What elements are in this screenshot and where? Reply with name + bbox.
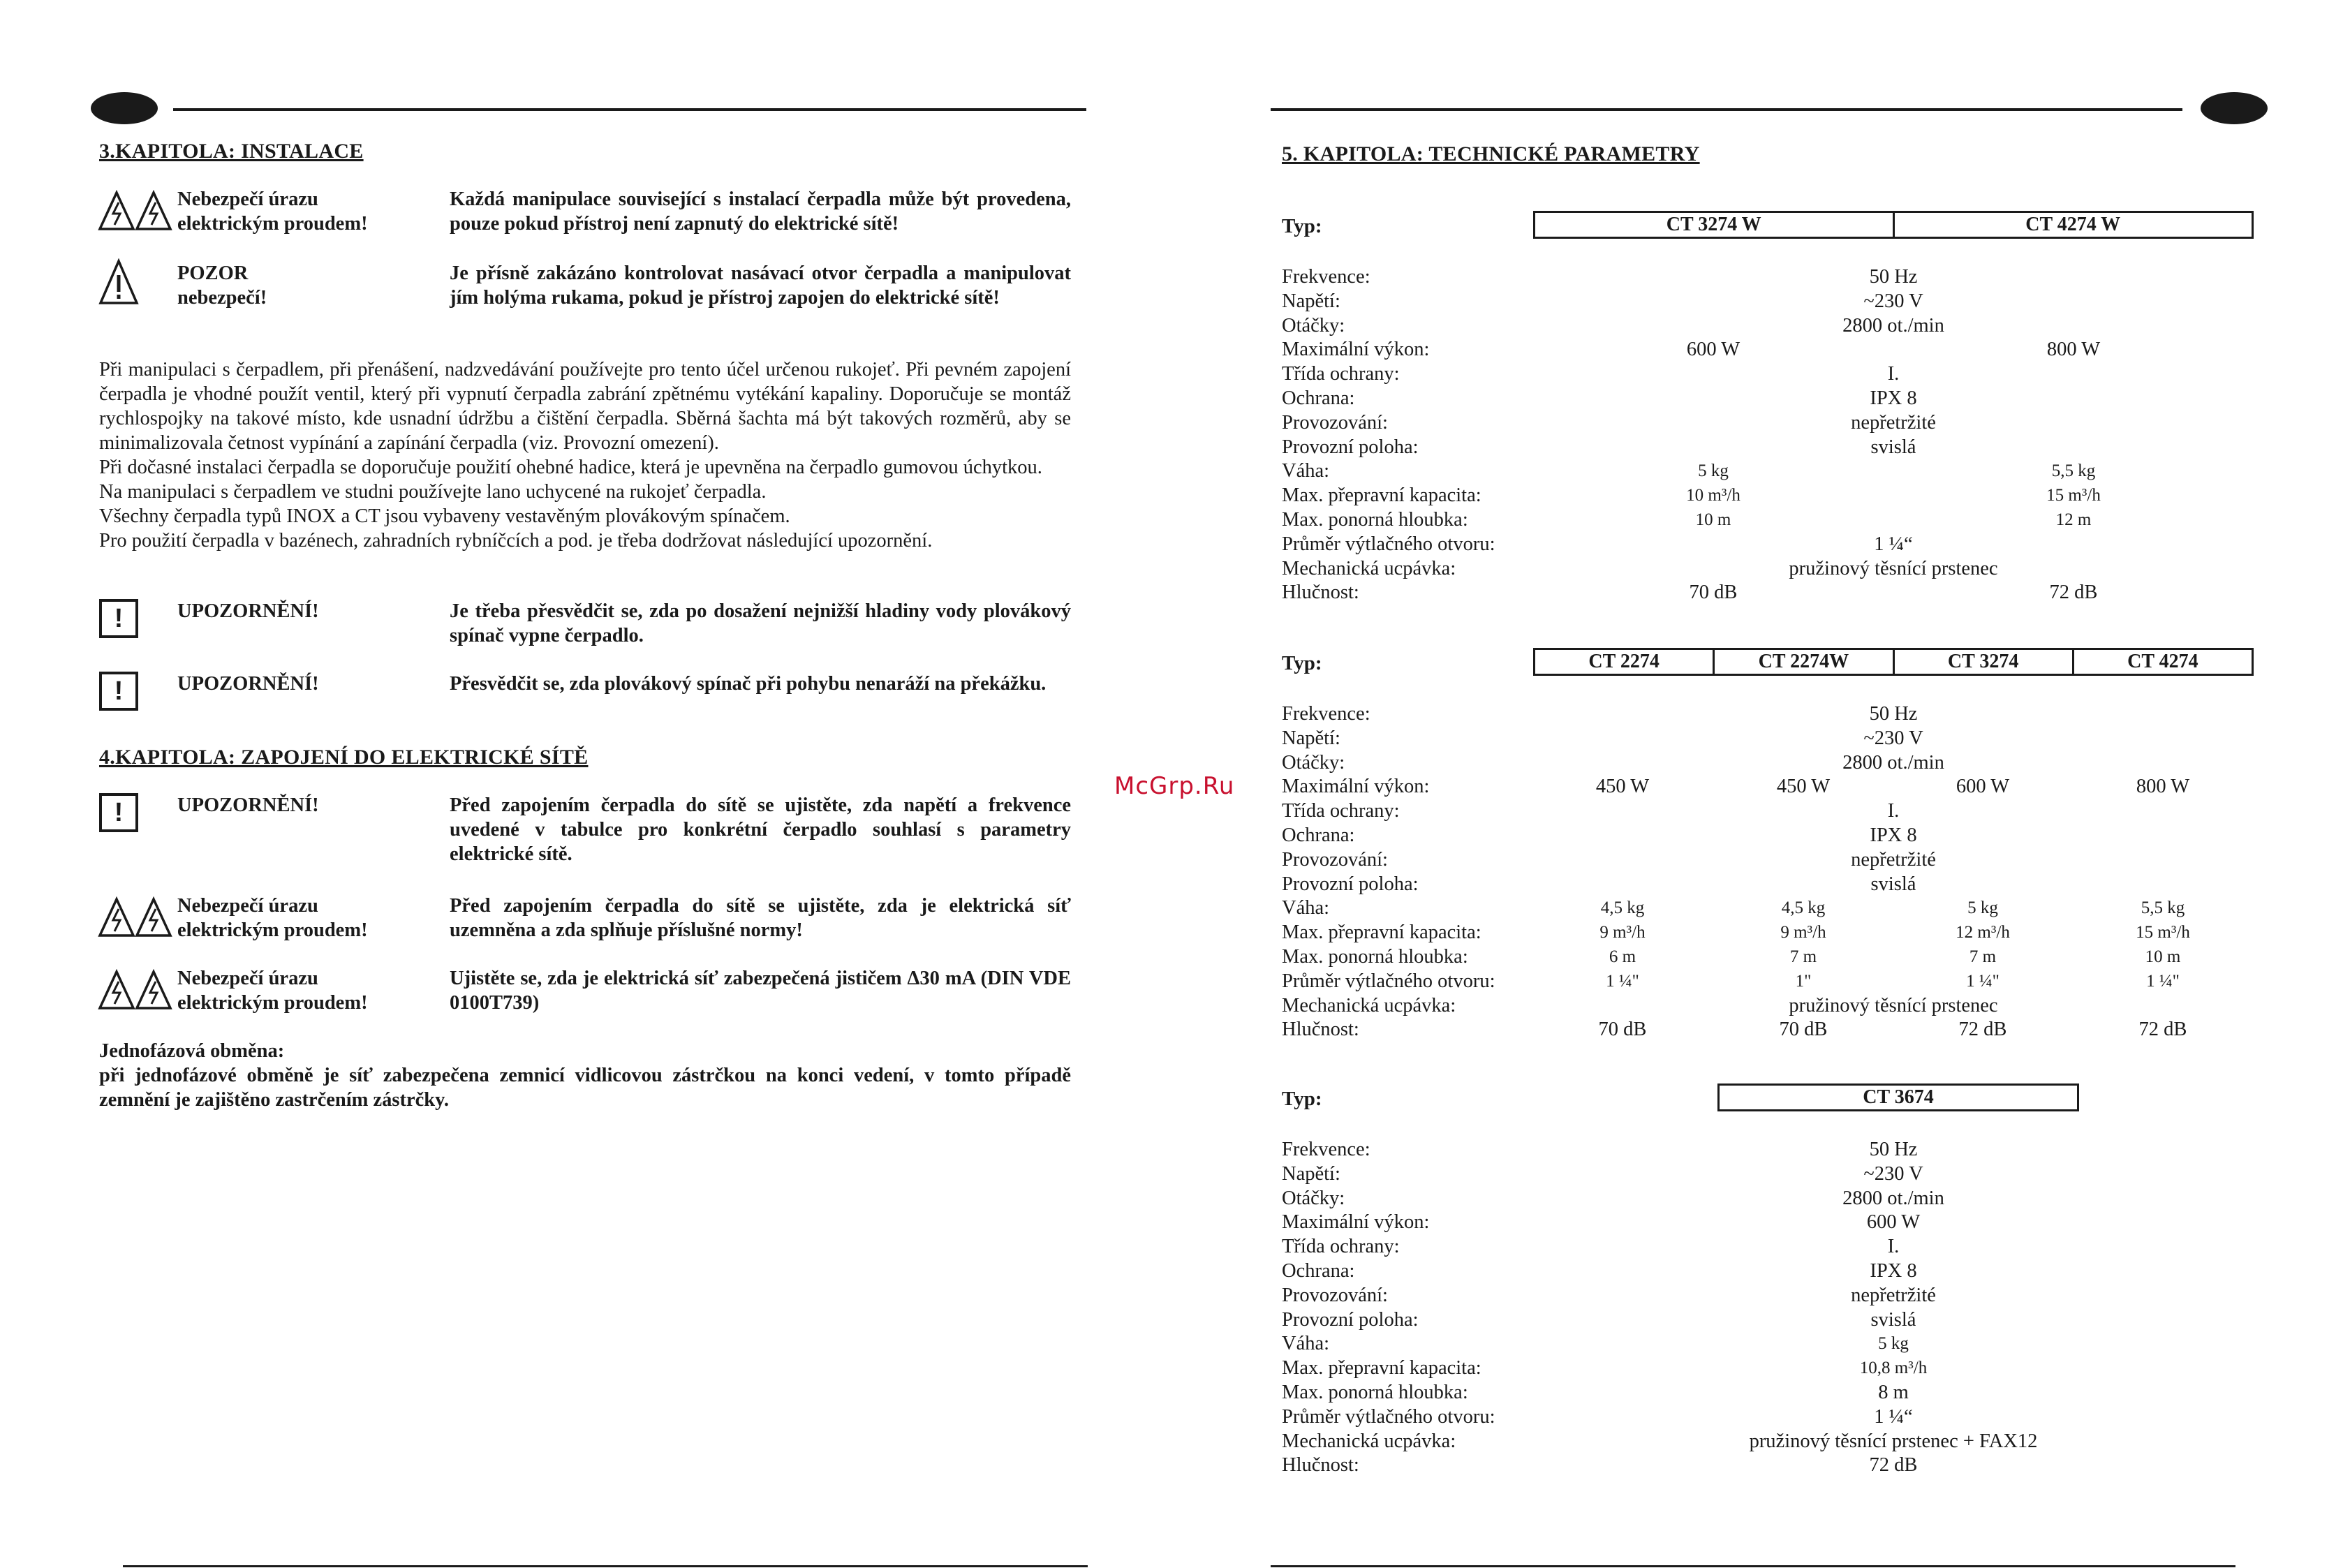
single-phase-text: při jednofázové obměně je síť zabezpečena zemnicí vidlicovou zástrčkou na konci vedení, v tomto případě zemnění je zajištěno zastrčením zástrčky. xyxy=(99,1065,1071,1111)
model-cell: CT 2274W xyxy=(1715,650,1894,674)
spec-row-class: Třída ochrany: I. xyxy=(1282,363,1900,385)
footer-rule-right xyxy=(1271,1565,2235,1567)
spec-row-diam: Průměr výtlačného otvoru: 1 ¼“ xyxy=(1282,1405,1913,1428)
spec-row-noise: Hlučnost: 70 dB 70 dB 72 dB 72 dB xyxy=(1282,1019,2187,1041)
model-header-table2 xyxy=(1533,648,2254,676)
notice2-label: UPOZORNĚNÍ! xyxy=(177,673,319,695)
spec-row-rpm: Otáčky: 2800 ot./min xyxy=(1282,1187,1944,1209)
warning2-text: Je přísně zakázáno kontrolovat nasávací otvor čerpadla a manipulovat jím holýma rukama, pokud je přístroj zapojen do elektrické sítě! xyxy=(450,262,1071,309)
spec-table3 xyxy=(1282,1138,2259,1478)
notice1-text: Je třeba přesvědčit se, zda po dosažení nejnižší hladiny vody plovákový spínač vypne čerpadlo. xyxy=(450,600,1071,646)
paragraph: Při manipulaci s čerpadlem, při přenášení, nadzvedávání používejte pro tento účel určenou rukojeť. Při pevném zapojení čerpadla je vhodné použít ventil, který při vypnutí čerpadla zabrání zpětnému vytékání kapaliny. Doporučuje se montáž rychlospojky na takové místo, kde usnadní údržbu a čištění čerpadla. Sběrná šachta má být takových rozměrů, aby se minimalizovala četnost vypínání a zapínání čerpadla (viz. Provozní omezení). xyxy=(99,359,1071,454)
caution-triangle-icon xyxy=(98,258,140,307)
exclamation-icon: ! xyxy=(99,793,138,832)
spec-row-seal: Mechanická ucpávka: pružinový těsnící prstenec xyxy=(1282,557,1998,579)
model-header-table1 xyxy=(1533,211,2254,239)
paragraph: Pro použití čerpadla v bazénech, zahradních rybníčcích a pod. je třeba dodržovat následující upozornění. xyxy=(99,530,933,552)
typ-label: Typ: xyxy=(1282,215,1322,237)
spec-row-prot: Ochrana: IPX 8 xyxy=(1282,1259,1917,1282)
spec-row-oper: Provozování: nepřetržité xyxy=(1282,848,1936,871)
model-cell: CT 4274 xyxy=(2127,651,2198,672)
spec-row-noise: Hlučnost: 72 dB xyxy=(1282,1454,1918,1477)
typ-label: Typ: xyxy=(1282,1088,1322,1110)
paragraph: Na manipulaci s čerpadlem ve studni používejte lano uchycené na rukojeť čerpadla. xyxy=(99,481,767,503)
electric-hazard-icon xyxy=(98,896,173,940)
typ-label: Typ: xyxy=(1282,652,1322,674)
spec-row-volt: Napětí: ~230 V xyxy=(1282,290,1923,312)
spec-row-depth: Max. ponorná hloubka: 8 m xyxy=(1282,1381,1909,1403)
notice2-text: Přesvědčit se, zda plovákový spínač při pohybu nenaráží na překážku. xyxy=(450,673,1047,695)
chapter3-title: 3.KAPITOLA: INSTALACE xyxy=(99,140,364,163)
footer-rule-left xyxy=(123,1565,1088,1567)
spec-row-diam: Průměr výtlačného otvoru: 1 ¼" 1" 1 ¼" 1 ¼" xyxy=(1282,970,2180,992)
spec-row-pos: Provozní poloha: svislá xyxy=(1282,1308,1916,1331)
spec-row-depth: Max. ponorná hloubka: 6 m 7 m 7 m 10 m xyxy=(1282,945,2181,968)
warning1-label: Nebezpečí úrazu elektrickým proudem! xyxy=(177,188,368,235)
spec-row-weight: Váha: 5 kg xyxy=(1282,1333,1909,1355)
model-cell: CT 4274 W xyxy=(2025,214,2121,235)
spec-row-prot: Ochrana: IPX 8 xyxy=(1282,387,1917,409)
spec-table2 xyxy=(1282,702,2259,1042)
spec-row-cap: Max. přepravní kapacita: 9 m³/h 9 m³/h 12 m³/h 15 m³/h xyxy=(1282,922,2190,944)
spec-row-pos: Provozní poloha: svislá xyxy=(1282,436,1916,458)
warning4-label: Nebezpečí úrazu elektrickým proudem! xyxy=(177,968,368,1014)
spec-row-weight: Váha: 5 kg 5,5 kg xyxy=(1282,460,2096,482)
spec-row-rpm: Otáčky: 2800 ot./min xyxy=(1282,751,1944,774)
spec-row-seal: Mechanická ucpávka: pružinový těsnící prstenec + FAX12 xyxy=(1282,1430,2038,1452)
spec-row-power: Maximální výkon: 600 W 800 W xyxy=(1282,339,2101,361)
warning3-text: Před zapojením čerpadla do sítě se ujistěte, zda je elektrická síť uzemněna a zda splňuje příslušné normy! xyxy=(450,895,1071,941)
paragraph: Při dočasné instalaci čerpadla se doporučuje použití ohebné hadice, která je upevněna na čerpadlo gumovou úchytkou. xyxy=(99,457,1042,478)
spec-row-cap: Max. přepravní kapacita: 10 m³/h 15 m³/h xyxy=(1282,485,2101,507)
notice3-text: Před zapojením čerpadla do sítě se ujistěte, zda napětí a frekvence uvedené v tabulce pro konkrétní čerpadlo souhlasí s parametry elektrické sítě. xyxy=(450,794,1071,865)
paragraph: Všechny čerpadla typů INOX a CT jsou vybaveny vestavěným plovákovým spínačem. xyxy=(99,505,790,527)
spec-row-pos: Provozní poloha: svislá xyxy=(1282,873,1916,895)
spec-row-class: Třída ochrany: I. xyxy=(1282,800,1900,822)
model-cell: CT 3274 W xyxy=(1535,213,1895,237)
spec-row-weight: Váha: 4,5 kg 4,5 kg 5 kg 5,5 kg xyxy=(1282,897,2185,919)
spec-row-diam: Průměr výtlačného otvoru: 1 ¼“ xyxy=(1282,533,1913,555)
spec-table1 xyxy=(1282,265,2259,605)
watermark: McGrp.Ru xyxy=(1114,772,1235,800)
warning4-text: Ujistěte se, zda je elektrická síť zabezpečená jističem Δ30 mA (DIN VDE 0100T739) xyxy=(450,968,1071,1014)
electric-hazard-icon xyxy=(98,969,173,1012)
installation-paragraphs xyxy=(99,357,1071,553)
spec-row-power: Maximální výkon: 450 W 450 W 600 W 800 W xyxy=(1282,776,2190,798)
spec-row-prot: Ochrana: IPX 8 xyxy=(1282,824,1917,846)
notice3-label: UPOZORNĚNÍ! xyxy=(177,794,319,816)
warning2-label: POZOR nebezpečí! xyxy=(177,262,267,309)
single-phase-title: Jednofázová obměna: xyxy=(99,1040,285,1062)
spec-row-freq: Frekvence: 50 Hz xyxy=(1282,266,1918,288)
chapter5-title: 5. KAPITOLA: TECHNICKÉ PARAMETRY xyxy=(1282,142,1700,165)
page-number-oval-right xyxy=(2201,92,2268,124)
spec-row-freq: Frekvence: 50 Hz xyxy=(1282,703,1918,725)
spec-row-depth: Max. ponorná hloubka: 10 m 12 m xyxy=(1282,508,2092,531)
warning1-text: Každá manipulace související s instalací čerpadla může být provedena, pouze pokud přístroj není zapnutý do elektrické sítě! xyxy=(450,188,1071,235)
model-cell: CT 2274 xyxy=(1535,650,1715,674)
header-rule-right xyxy=(1271,108,2182,111)
spec-row-cap: Max. přepravní kapacita: 10,8 m³/h xyxy=(1282,1357,1928,1380)
spec-row-seal: Mechanická ucpávka: pružinový těsnící prstenec xyxy=(1282,994,1998,1016)
chapter4-title: 4.KAPITOLA: ZAPOJENÍ DO ELEKTRICKÉ SÍTĚ xyxy=(99,746,589,769)
spec-row-power: Maximální výkon: 600 W xyxy=(1282,1211,1921,1234)
spec-row-oper: Provozování: nepřetržité xyxy=(1282,411,1936,434)
exclamation-icon: ! xyxy=(99,599,138,638)
page-number-oval-left xyxy=(91,92,158,124)
spec-row-volt: Napětí: ~230 V xyxy=(1282,727,1923,749)
model-cell: CT 3674 xyxy=(1863,1086,1934,1108)
model-header-table3 xyxy=(1717,1083,2079,1111)
spec-row-volt: Napětí: ~230 V xyxy=(1282,1162,1923,1185)
model-cell: CT 3274 xyxy=(1895,650,2074,674)
electric-hazard-icon xyxy=(98,190,173,233)
spec-row-class: Třída ochrany: I. xyxy=(1282,1236,1900,1258)
warning3-label: Nebezpečí úrazu elektrickým proudem! xyxy=(177,895,368,941)
spec-row-freq: Frekvence: 50 Hz xyxy=(1282,1139,1918,1160)
spec-row-rpm: Otáčky: 2800 ot./min xyxy=(1282,314,1944,336)
notice1-label: UPOZORNĚNÍ! xyxy=(177,600,319,622)
header-rule-left xyxy=(173,108,1086,111)
exclamation-icon: ! xyxy=(99,672,138,711)
spec-row-oper: Provozování: nepřetržité xyxy=(1282,1284,1936,1306)
spec-row-noise: Hlučnost: 70 dB 72 dB xyxy=(1282,582,2098,604)
